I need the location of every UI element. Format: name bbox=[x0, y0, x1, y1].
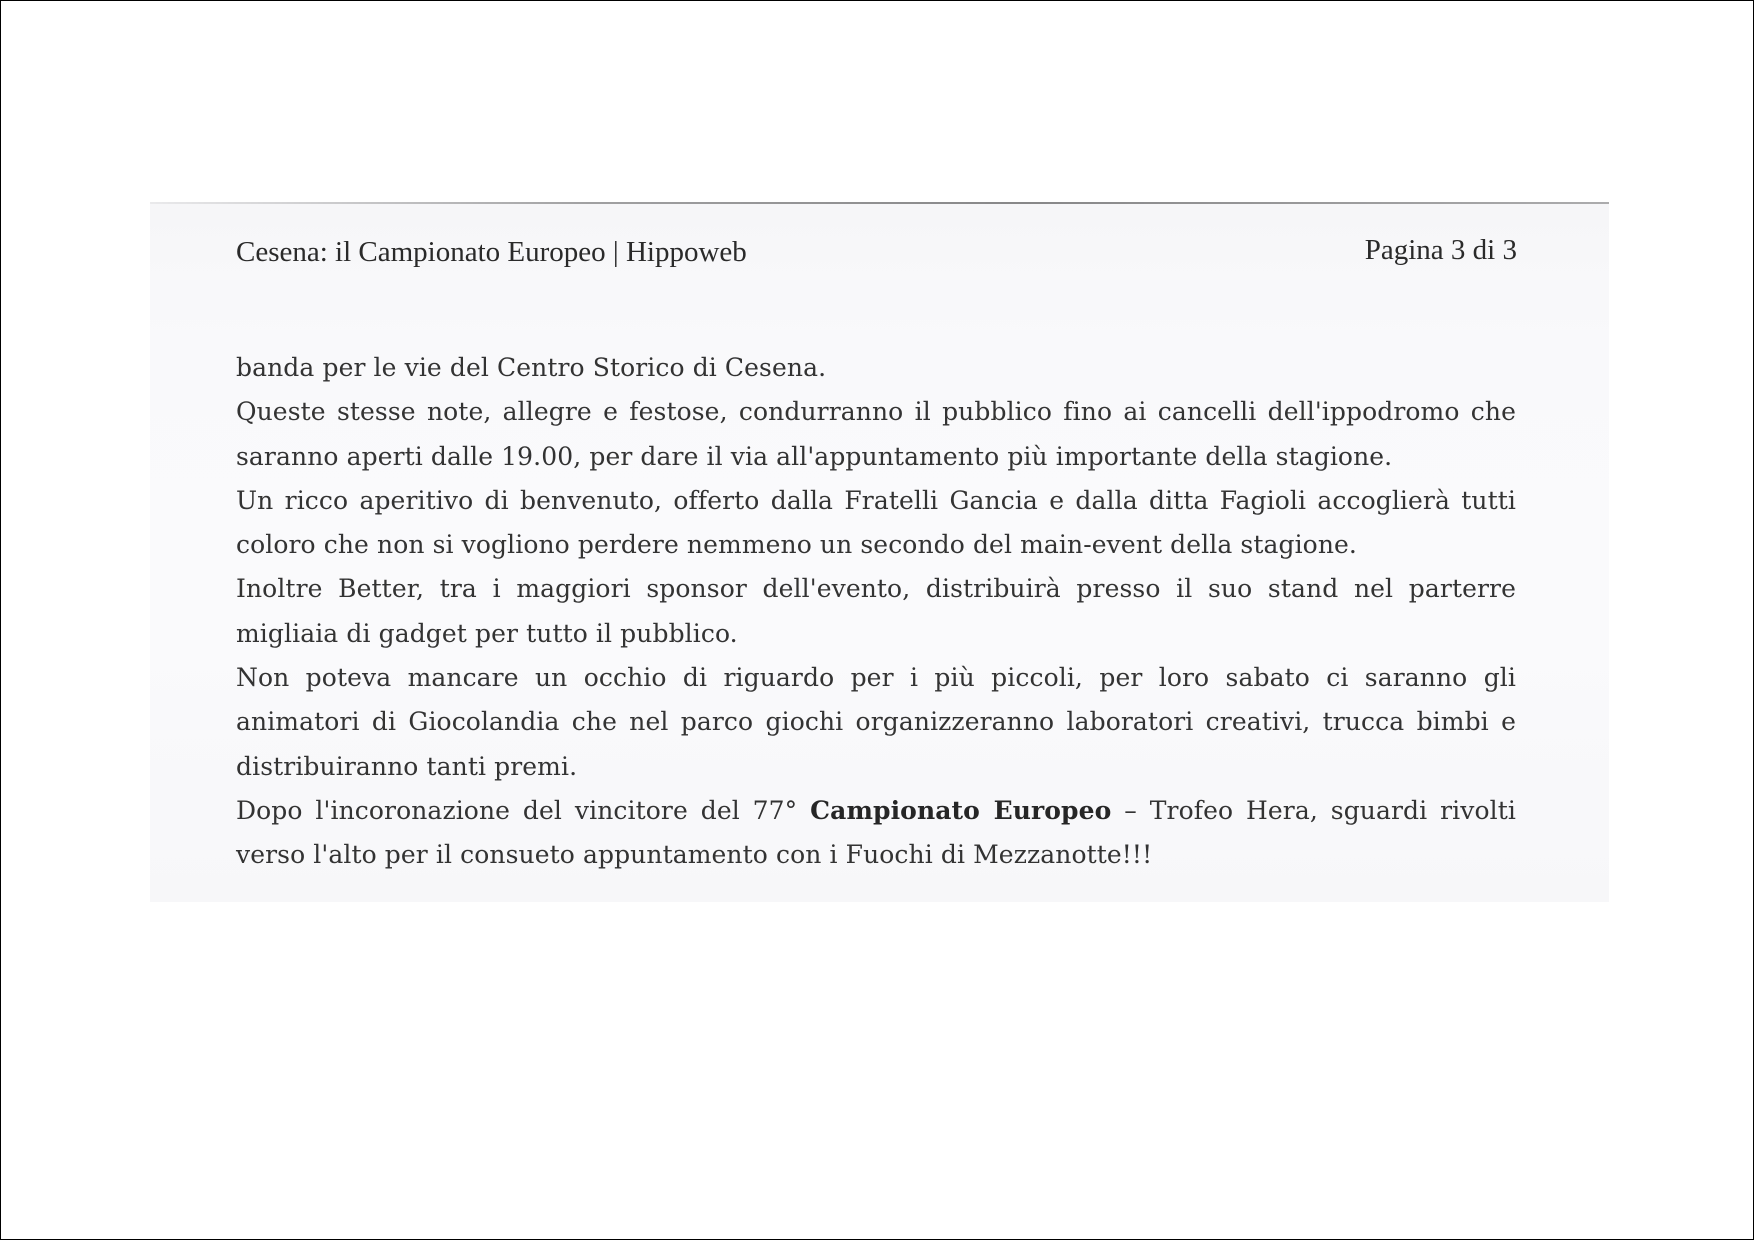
scanned-document bbox=[150, 202, 1609, 902]
text-line: verso l'alto per il consueto appuntamento con i Fuochi di Mezzanotte!!! bbox=[236, 840, 1153, 870]
text-segment: Dopo l'incoronazione del vincitore del 77° bbox=[236, 795, 811, 825]
document-header bbox=[236, 236, 1517, 276]
text-line: Non poteva mancare un occhio di riguardo per i più piccoli, per loro sabato ci saranno gli bbox=[236, 663, 1516, 693]
text-line: Inoltre Better, tra i maggiori sponsor dell'evento, distribuirà presso il suo stand nel parterre bbox=[236, 574, 1516, 604]
header-title: Cesena: il Campionato Europeo | Hippoweb bbox=[236, 236, 747, 268]
text-line: migliaia di gadget per tutto il pubblico. bbox=[236, 618, 738, 648]
scan-edge-line bbox=[150, 202, 1609, 204]
text-line: coloro che non si vogliono perdere nemmeno un secondo del main-event della stagione. bbox=[236, 530, 1357, 560]
page-number: Pagina 3 di 3 bbox=[1364, 234, 1517, 266]
text-line: distribuiranno tanti premi. bbox=[236, 751, 578, 781]
text-line-mixed bbox=[236, 789, 1516, 833]
text-line: animatori di Giocolandia che nel parco giochi organizzeranno laboratori creativi, trucca bimbi e bbox=[236, 707, 1516, 737]
text-line: banda per le vie del Centro Storico di Cesena. bbox=[236, 353, 827, 382]
text-line: saranno aperti dalle 19.00, per dare il via all'appuntamento più importante della stagione. bbox=[236, 441, 1393, 471]
article-body bbox=[236, 346, 1516, 878]
bold-title-segment: Campionato Europeo bbox=[810, 795, 1112, 825]
text-segment: – Trofeo Hera, sguardi rivolti bbox=[1111, 795, 1516, 825]
text-line: Queste stesse note, allegre e festose, condurranno il pubblico fino ai cancelli dell'ippodromo che bbox=[236, 397, 1516, 427]
text-line: Un ricco aperitivo di benvenuto, offerto dalla Fratelli Gancia e dalla ditta Fagioli accoglierà tutti bbox=[236, 485, 1516, 515]
